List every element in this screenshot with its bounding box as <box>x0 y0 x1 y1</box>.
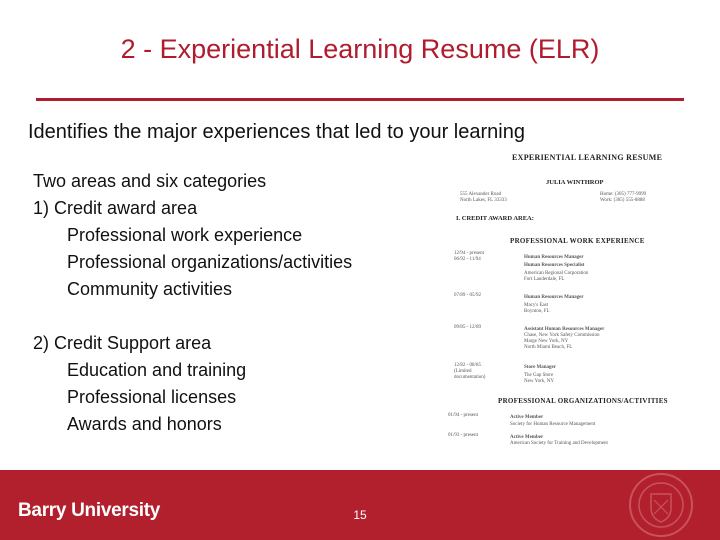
slide-subtitle: Identifies the major experiences that led to your learning <box>28 121 525 143</box>
org-line: Society for Human Resource Management <box>510 422 596 427</box>
resume-name: JULIA WINTHROP <box>546 179 604 186</box>
job-line: Macy's East <box>524 303 549 308</box>
content-list <box>33 168 352 438</box>
title-underline <box>36 98 684 101</box>
job-dates: 07/89 - 05/92 <box>454 293 481 298</box>
list-line: Education and training <box>67 360 247 380</box>
resume-section-work: PROFESSIONAL WORK EXPERIENCE <box>510 237 645 245</box>
resume-phone: Work: (305) 555-8888 <box>600 198 645 203</box>
list-line: 1) Credit award area <box>33 198 198 218</box>
slide-title: 2 - Experiential Learning Resume (ELR) <box>120 34 600 64</box>
job-line: Human Resources Specialist <box>524 263 585 268</box>
list-line: Community activities <box>67 279 233 299</box>
job-dates: 12/82 - 08/85 (Limited documentation) <box>454 363 486 380</box>
org-line: American Society for Training and Development <box>510 441 608 446</box>
job-line: Fort Lauderdale, FL <box>524 277 565 282</box>
job-dates: 12/94 - present 06/92 - 11/94 <box>454 251 484 262</box>
spacer <box>33 303 352 330</box>
list-line: 2) Credit Support area <box>33 333 212 353</box>
footer-bar <box>0 470 720 540</box>
job-dates: 09/85 - 12/89 <box>454 325 481 330</box>
job-line: Store Manager <box>524 365 556 370</box>
page-number: 15 <box>353 508 367 522</box>
resume-address-line: North Lakes, FL 33333 <box>460 198 507 203</box>
resume-section-org: PROFESSIONAL ORGANIZATIONS/ACTIVITIES <box>498 397 668 405</box>
job-line: The Gap Store <box>524 373 554 378</box>
list-line: Professional organizations/activities <box>67 252 353 272</box>
job-line: Human Resources Manager <box>524 255 584 260</box>
list-line: Professional licenses <box>67 387 237 407</box>
job-line: Marge New York, NY <box>524 339 569 344</box>
university-seal-icon <box>628 472 694 538</box>
org-dates: 01/93 - present <box>448 433 478 438</box>
list-line: Professional work experience <box>67 225 303 245</box>
job-line: New York, NY <box>524 379 555 384</box>
job-line: Assistant Human Resources Manager <box>524 327 605 332</box>
university-logo: Barry University <box>18 500 160 521</box>
org-dates: 01/94 - present <box>448 413 478 418</box>
org-line: Active Member <box>510 435 544 440</box>
job-line: Chase, New York Safety Commission <box>524 333 600 338</box>
job-line: Boynton, FL <box>524 309 550 314</box>
list-line: Two areas and six categories <box>33 171 267 191</box>
resume-image <box>420 145 668 446</box>
org-line: Active Member <box>510 415 544 420</box>
job-line: American Regional Corporation <box>524 271 589 276</box>
resume-phone: Home: (305) 777-9999 <box>600 192 647 197</box>
resume-area: I. CREDIT AWARD AREA: <box>456 215 534 222</box>
resume-address-line: 555 Alexander Road <box>460 192 502 197</box>
job-line: Human Resources Manager <box>524 295 584 300</box>
job-line: North Miami Beach, FL <box>524 345 573 350</box>
resume-heading: EXPERIENTIAL LEARNING RESUME <box>512 153 663 162</box>
list-line: Awards and honors <box>67 414 222 434</box>
